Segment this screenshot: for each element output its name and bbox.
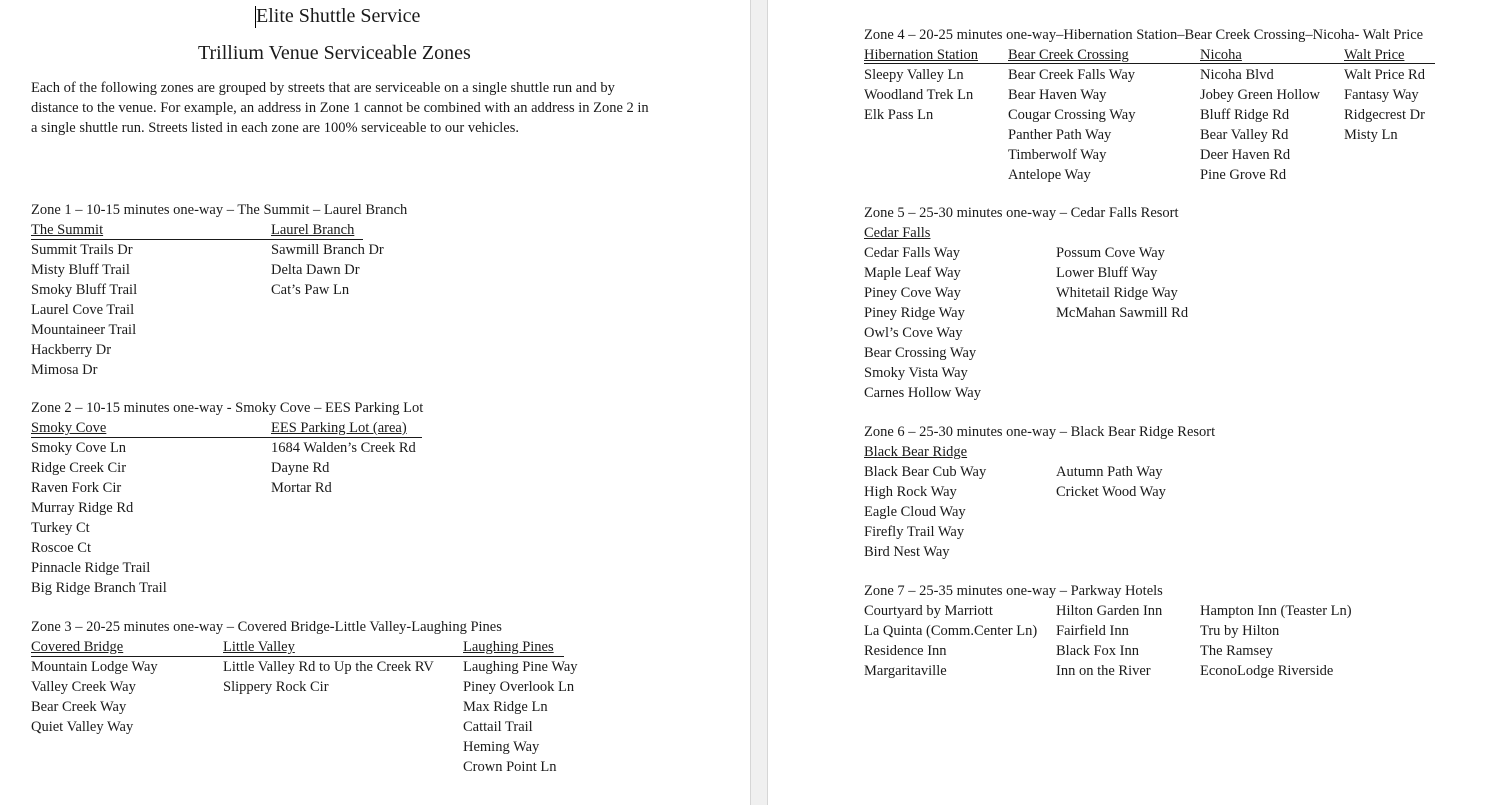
list-item[interactable]: Hilton Garden Inn (1056, 603, 1163, 619)
zone-1-title[interactable]: Zone 1 – 10-15 minutes one-way – The Summit – Laurel Branch (31, 202, 408, 218)
list-item[interactable]: Owl’s Cove Way (864, 325, 963, 341)
zone-7-column-3 (1200, 601, 1352, 681)
column-header[interactable]: EES Parking Lot (area) (271, 420, 407, 436)
column-header[interactable]: Laughing Pines (463, 639, 554, 655)
list-item[interactable]: Mimosa Dr (31, 362, 98, 378)
zone-2 (31, 398, 424, 596)
list-item[interactable]: Laughing Pine Way (463, 659, 578, 675)
zone-7-column-1 (864, 601, 1037, 681)
list-item[interactable]: Piney Ridge Way (864, 305, 965, 321)
zone-2-column-smoky-cove (31, 418, 167, 598)
list-item[interactable]: Smoky Vista Way (864, 365, 968, 381)
zone-4-column-nicoha (1200, 45, 1320, 185)
column-header[interactable]: Little Valley (223, 639, 295, 655)
zone-6-column-black-bear-ridge (864, 442, 986, 562)
list-item[interactable]: The Ramsey (1200, 643, 1273, 659)
list-item[interactable]: Bear Creek Falls Way (1008, 67, 1136, 83)
zone-3-column-little-valley (223, 637, 434, 697)
list-item[interactable]: Autumn Path Way (1056, 464, 1163, 480)
list-item[interactable]: Inn on the River (1056, 663, 1151, 679)
list-item[interactable]: Mountaineer Trail (31, 322, 137, 338)
zone-2-title[interactable]: Zone 2 – 10-15 minutes one-way - Smoky Cove – EES Parking Lot (31, 400, 424, 416)
list-item[interactable]: Fantasy Way (1344, 87, 1419, 103)
column-header[interactable]: Hibernation Station (864, 47, 978, 63)
list-item[interactable]: Ridgecrest Dr (1344, 107, 1425, 123)
zone-7 (864, 581, 1352, 679)
zone-1-column-laurel-branch (271, 220, 384, 300)
list-item[interactable]: Ridge Creek Cir (31, 460, 127, 476)
list-item[interactable]: Laurel Cove Trail (31, 302, 135, 318)
zone-4-column-hibernation-station (864, 45, 978, 125)
list-item[interactable]: Quiet Valley Way (31, 719, 134, 735)
list-item[interactable]: Misty Ln (1344, 127, 1398, 143)
list-item[interactable]: Sleepy Valley Ln (864, 67, 964, 83)
list-item[interactable]: Big Ridge Branch Trail (31, 580, 167, 596)
zone-5-title[interactable]: Zone 5 – 25-30 minutes one-way – Cedar Falls Resort (864, 205, 1179, 221)
list-item[interactable]: Piney Overlook Ln (463, 679, 575, 695)
document-title[interactable]: Elite Shuttle Service (256, 5, 421, 27)
column-header[interactable]: Bear Creek Crossing (1008, 47, 1129, 63)
list-item[interactable]: Maple Leaf Way (864, 265, 961, 281)
list-item[interactable]: Carnes Hollow Way (864, 385, 981, 401)
list-item[interactable]: Mortar Rd (271, 480, 332, 496)
list-item[interactable]: Cattail Trail (463, 719, 533, 735)
list-item[interactable]: Raven Fork Cir (31, 480, 122, 496)
list-item[interactable]: Max Ridge Ln (463, 699, 548, 715)
list-item[interactable]: Dayne Rd (271, 460, 330, 476)
list-item[interactable]: Cougar Crossing Way (1008, 107, 1136, 123)
list-item[interactable]: Eagle Cloud Way (864, 504, 966, 520)
list-item[interactable]: Black Bear Cub Way (864, 464, 987, 480)
list-item[interactable]: Bear Creek Way (31, 699, 127, 715)
zone-5 (864, 203, 1189, 401)
list-item[interactable]: Murray Ridge Rd (31, 500, 134, 516)
zone-6 (864, 422, 1216, 560)
column-header[interactable]: Nicoha (1200, 47, 1242, 63)
list-item[interactable]: Firefly Trail Way (864, 524, 965, 540)
zone-4-column-walt-price (1344, 45, 1425, 145)
zone-3 (31, 617, 578, 775)
list-item[interactable]: Misty Bluff Trail (31, 262, 130, 278)
column-header[interactable]: The Summit (31, 222, 104, 238)
list-item[interactable]: La Quinta (Comm.Center Ln) (864, 623, 1038, 639)
list-item[interactable]: Summit Trails Dr (31, 242, 133, 258)
list-item[interactable]: Little Valley Rd to Up the Creek RV (223, 659, 434, 675)
list-item[interactable]: Delta Dawn Dr (271, 262, 360, 278)
zone-2-column-ees-parking-lot (271, 418, 416, 498)
list-item[interactable]: Possum Cove Way (1056, 245, 1165, 261)
list-item[interactable]: Hampton Inn (Teaster Ln) (1200, 603, 1352, 619)
list-item[interactable]: Fairfield Inn (1056, 623, 1129, 639)
list-item[interactable]: Whitetail Ridge Way (1056, 285, 1178, 301)
list-item[interactable]: Woodland Trek Ln (864, 87, 974, 103)
list-item[interactable]: Pinnacle Ridge Trail (31, 560, 151, 576)
list-item[interactable]: Nicoha Blvd (1200, 67, 1274, 83)
zone-1-column-the-summit (31, 220, 137, 380)
list-item[interactable]: Turkey Ct (31, 520, 90, 536)
list-item[interactable]: Cricket Wood Way (1056, 484, 1166, 500)
list-item[interactable]: High Rock Way (864, 484, 957, 500)
zone-6-title[interactable]: Zone 6 – 25-30 minutes one-way – Black Bear Ridge Resort (864, 424, 1216, 440)
document-page-right (768, 0, 1486, 805)
list-item[interactable]: Courtyard by Marriott (864, 603, 993, 619)
list-item[interactable]: Pine Grove Rd (1200, 167, 1287, 183)
list-item[interactable]: Bear Haven Way (1008, 87, 1107, 103)
zone-3-column-laughing-pines (463, 637, 578, 777)
zone-4 (864, 25, 1425, 183)
zone-1 (31, 200, 408, 378)
list-item[interactable]: Roscoe Ct (31, 540, 92, 556)
zone-3-title[interactable]: Zone 3 – 20-25 minutes one-way – Covered Bridge-Little Valley-Laughing Pines (31, 619, 502, 635)
zone-7-title[interactable]: Zone 7 – 25-35 minutes one-way – Parkway Hotels (864, 583, 1163, 599)
list-item[interactable]: Timberwolf Way (1008, 147, 1107, 163)
zone-5-column-2 (1056, 243, 1188, 323)
zone-5-column-cedar-falls (864, 223, 981, 403)
column-header[interactable]: Covered Bridge (31, 639, 124, 655)
list-item[interactable]: McMahan Sawmill Rd (1056, 305, 1189, 321)
list-item[interactable]: Mountain Lodge Way (31, 659, 158, 675)
list-item[interactable]: Bird Nest Way (864, 544, 950, 560)
zone-7-column-2 (1056, 601, 1162, 681)
page-gutter (750, 0, 768, 805)
list-item[interactable]: Lower Bluff Way (1056, 265, 1158, 281)
list-item[interactable]: Jobey Green Hollow (1200, 87, 1321, 103)
list-item[interactable]: Elk Pass Ln (864, 107, 934, 123)
list-item[interactable]: Black Fox Inn (1056, 643, 1139, 659)
intro-paragraph[interactable]: Each of the following zones are grouped by streets that are serviceable on a single shuttle run and by distance to the venue. For example, an address in Zone 1 cannot be combined with an address in Zone 2 in a single shuttle run. Streets listed in each zone are 100% serviceable to our vehicles. (31, 80, 649, 136)
list-item[interactable]: Bear Valley Rd (1200, 127, 1289, 143)
list-item[interactable]: Panther Path Way (1008, 127, 1112, 143)
list-item[interactable]: Cat’s Paw Ln (271, 282, 350, 298)
list-item[interactable]: Bluff Ridge Rd (1200, 107, 1290, 123)
list-item[interactable]: Cedar Falls Way (864, 245, 961, 261)
column-header[interactable]: Walt Price (1344, 47, 1405, 63)
column-header[interactable]: Smoky Cove (31, 420, 107, 436)
column-header[interactable]: Laurel Branch (271, 222, 355, 238)
zone-3-column-covered-bridge (31, 637, 158, 737)
list-item[interactable]: Sawmill Branch Dr (271, 242, 384, 258)
document-subtitle[interactable]: Trillium Venue Serviceable Zones (198, 42, 471, 64)
list-item[interactable]: Smoky Cove Ln (31, 440, 127, 456)
list-item[interactable]: Piney Cove Way (864, 285, 961, 301)
list-item[interactable]: Hackberry Dr (31, 342, 112, 358)
list-item[interactable]: Deer Haven Rd (1200, 147, 1291, 163)
list-item[interactable]: Antelope Way (1008, 167, 1091, 183)
list-item[interactable]: Valley Creek Way (31, 679, 136, 695)
list-item[interactable]: Margaritaville (864, 663, 947, 679)
zone-4-column-bear-creek-crossing (1008, 45, 1135, 185)
list-item[interactable]: EconoLodge Riverside (1200, 663, 1334, 679)
list-item[interactable]: Crown Point Ln (463, 759, 557, 775)
zone-6-column-2 (1056, 462, 1166, 502)
list-item[interactable]: 1684 Walden’s Creek Rd (271, 440, 416, 456)
list-item[interactable]: Residence Inn (864, 643, 947, 659)
zone-4-title[interactable]: Zone 4 – 20-25 minutes one-way–Hibernation Station–Bear Creek Crossing–Nicoha- Walt Price (864, 27, 1424, 43)
list-item[interactable]: Slippery Rock Cir (223, 679, 329, 695)
list-item[interactable]: Smoky Bluff Trail (31, 282, 138, 298)
column-header[interactable]: Black Bear Ridge (864, 444, 968, 460)
list-item[interactable]: Heming Way (463, 739, 540, 755)
list-item[interactable]: Bear Crossing Way (864, 345, 977, 361)
list-item[interactable]: Walt Price Rd (1344, 67, 1425, 83)
column-header[interactable]: Cedar Falls (864, 225, 931, 241)
list-item[interactable]: Tru by Hilton (1200, 623, 1280, 639)
